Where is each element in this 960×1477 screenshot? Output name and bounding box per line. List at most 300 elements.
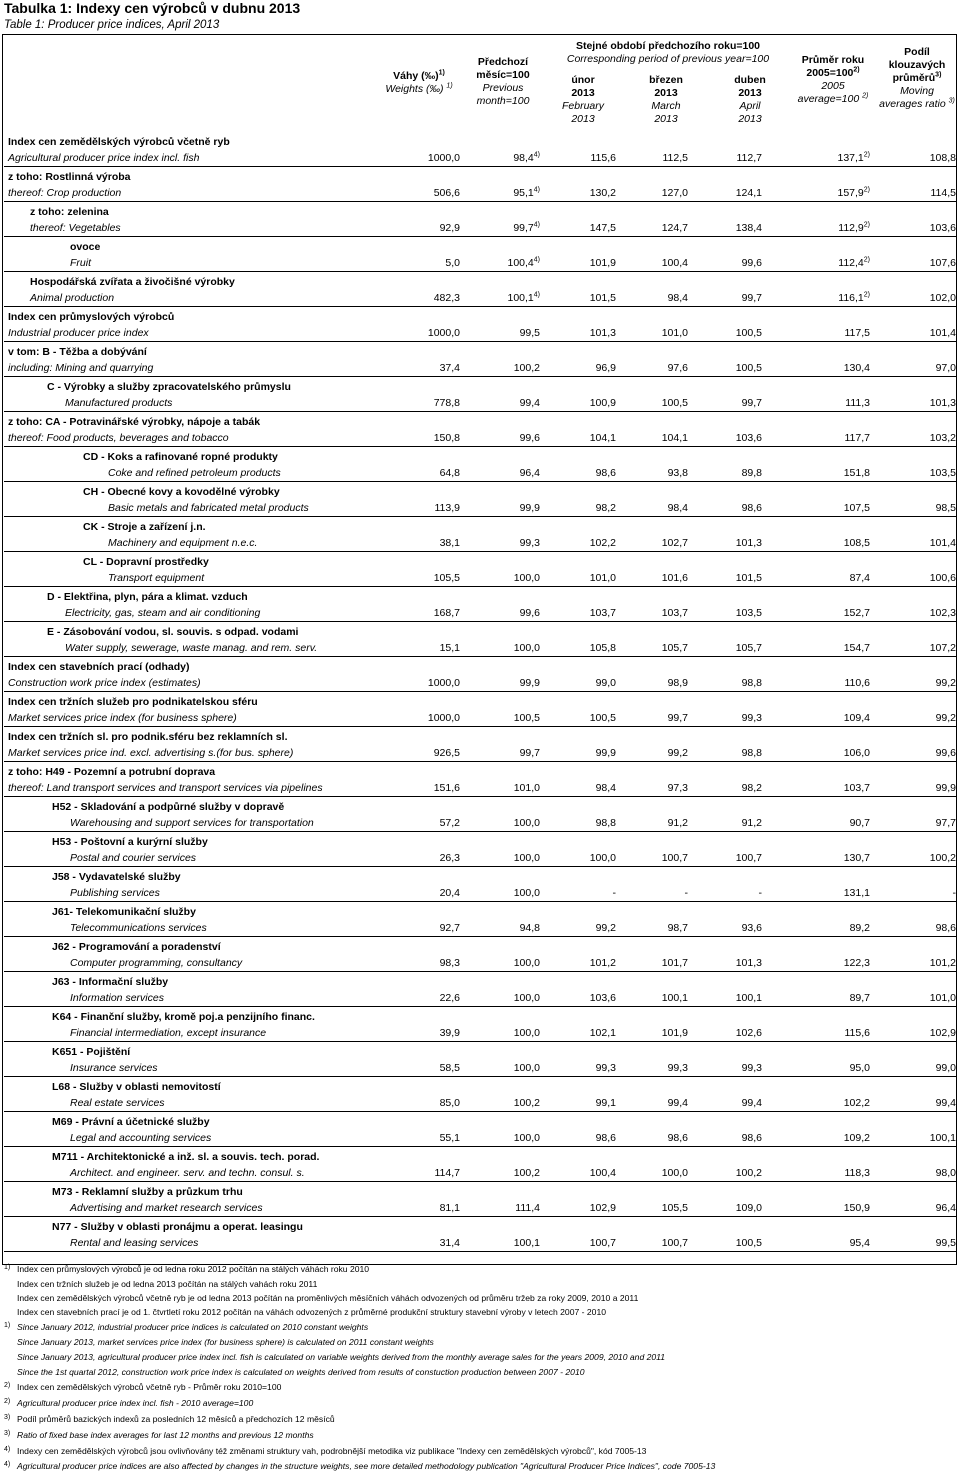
- row-label-en: Industrial producer price index: [8, 327, 149, 339]
- cell-value: 5,0: [445, 257, 460, 269]
- cell-value: 124,7: [661, 222, 688, 234]
- row-label-en: Real estate services: [70, 1097, 165, 1109]
- header-moving-averages: [874, 46, 960, 111]
- cell-april: [700, 1202, 762, 1214]
- header-2005-average: [792, 54, 874, 106]
- cell-value: 91,2: [667, 817, 688, 829]
- cell-value: 100,2: [513, 362, 540, 374]
- row-label-cz: N77 - Služby v oblasti pronájmu a operat. leasingu: [52, 1221, 303, 1233]
- cell-april: [700, 397, 762, 409]
- table-row: [0, 693, 958, 728]
- footnote-text: Since January 2012, industrial producer price indices is calculated on 2010 constant weights: [17, 1322, 369, 1332]
- row-divider: [4, 971, 957, 972]
- cell-value: 105,5: [433, 572, 460, 584]
- cell-april: [700, 957, 762, 969]
- cell-value: 100,0: [513, 1027, 540, 1039]
- header-feb-year: 2013: [571, 87, 595, 99]
- cell-march: [632, 957, 688, 969]
- row-label-cz: H53 - Poštovní a kurýrní služby: [52, 836, 208, 848]
- footnote-text: Agricultural producer price index incl. fish - 2010 average=100: [17, 1398, 254, 1408]
- cell-value: 101,2: [929, 957, 956, 969]
- cell-value: 87,4: [849, 572, 870, 584]
- cell-weight: [400, 1027, 460, 1039]
- cell-value: 98,3: [439, 957, 460, 969]
- cell-march: [632, 1027, 688, 1039]
- cell-moving-avg: [880, 292, 956, 304]
- cell-april: [700, 992, 762, 1004]
- footnote: [0, 1293, 960, 1307]
- header-feb-en: February: [561, 100, 604, 112]
- cell-value: 99,5: [935, 1237, 956, 1249]
- footnote: [0, 1352, 960, 1366]
- row-label-cz: z toho: zelenina: [30, 206, 109, 218]
- cell-value: 98,5: [935, 502, 956, 514]
- cell-value: 26,3: [439, 852, 460, 864]
- cell-april: [700, 467, 762, 479]
- cell-value: 105,8: [589, 642, 616, 654]
- cell-value: 102,1: [589, 1027, 616, 1039]
- table-row: [0, 238, 958, 273]
- cell-value: 92,9: [439, 222, 460, 234]
- cell-weight: [400, 1132, 460, 1144]
- cell-weight: [400, 642, 460, 654]
- cell-value: 103,6: [735, 432, 762, 444]
- cell-february: [560, 222, 616, 234]
- row-divider: [4, 586, 957, 587]
- cell-february: [560, 572, 616, 584]
- cell-value: 114,5: [930, 187, 956, 199]
- cell-value: 168,7: [433, 607, 460, 619]
- cell-february: [560, 817, 616, 829]
- cell-weight: [400, 957, 460, 969]
- row-label-cz: CL - Dopravní prostředky: [83, 556, 209, 568]
- header-avg-en1: 2005: [821, 80, 845, 92]
- cell-moving-avg: [880, 1237, 956, 1249]
- cell-value: 20,4: [439, 887, 460, 899]
- cell-value: 131,1: [843, 887, 870, 899]
- cell-february: [560, 747, 616, 759]
- cell-value: 102,9: [929, 1027, 956, 1039]
- footnote: [0, 1446, 960, 1460]
- cell-value: 100,2: [735, 1167, 762, 1179]
- cell-february: [560, 397, 616, 409]
- row-label-en: thereof: Land transport services and transport services via pipelines: [8, 782, 323, 794]
- cell-moving-avg: [880, 1097, 956, 1109]
- cell-value: 1000,0: [427, 152, 460, 164]
- cell-march: [632, 502, 688, 514]
- cell-april: [700, 747, 762, 759]
- cell-weight: [400, 362, 460, 374]
- row-divider: [4, 341, 957, 342]
- table-row: [0, 203, 958, 238]
- cell-value: 100,1: [507, 292, 534, 304]
- cell-value: 99,7: [741, 292, 762, 304]
- row-label-en: Market services price index (for business sphere): [8, 712, 237, 724]
- cell-moving-avg: [880, 362, 956, 374]
- cell-moving-avg: [880, 1132, 956, 1144]
- row-label-cz: L68 - Služby v oblasti nemovitostí: [52, 1081, 221, 1093]
- cell-weight: [400, 677, 460, 689]
- cell-april: [700, 1237, 762, 1249]
- cell-avg-2005: [786, 1132, 870, 1144]
- row-divider: [4, 201, 957, 202]
- cell-value: 101,3: [589, 327, 616, 339]
- cell-value: 98,8: [741, 747, 762, 759]
- cell-moving-avg: [880, 782, 956, 794]
- cell-value: 100,5: [735, 362, 762, 374]
- cell-value: 99,4: [741, 1097, 762, 1109]
- footnote-text: Ratio of fixed base index averages for last 12 months and previous 12 months: [17, 1430, 314, 1440]
- cell-april: [700, 677, 762, 689]
- header-february: [553, 74, 613, 126]
- cell-february: [560, 467, 616, 479]
- cell-march: [632, 432, 688, 444]
- cell-value: 102,0: [929, 292, 956, 304]
- cell-weight: [400, 432, 460, 444]
- cell-value: 102,2: [843, 1097, 870, 1109]
- footnote-text: Agricultural producer price indices are also affected by changes in the structure weights, see more detailed methodology publication "Agricultural Producer Price Indices", code 7005-13: [17, 1461, 716, 1471]
- cell-value: 100,1: [929, 1132, 956, 1144]
- cell-value: 98,0: [935, 1167, 956, 1179]
- cell-previous-month: [480, 782, 540, 794]
- row-label-en: Publishing services: [70, 887, 160, 899]
- footnote-mark: 1): [438, 69, 445, 77]
- cell-avg-2005: [786, 607, 870, 619]
- cell-value: 99,9: [519, 502, 540, 514]
- cell-value: 99,3: [667, 1062, 688, 1074]
- row-label-cz: Index cen tržních sl. pro podnik.sféru bez reklamních sl.: [8, 731, 288, 743]
- row-divider: [4, 271, 957, 272]
- cell-value: 81,1: [439, 1202, 460, 1214]
- row-label-en: Market services price ind. excl. advertising s.(for bus. sphere): [8, 747, 294, 759]
- row-label-cz: CK - Stroje a zařízení j.n.: [83, 521, 206, 533]
- header-mar-cz: březen: [649, 74, 683, 86]
- footnote: [0, 1337, 960, 1351]
- footnote: [0, 1382, 960, 1396]
- header-prev-cz1: Předchozí: [477, 56, 529, 68]
- cell-value: 103,5: [735, 607, 762, 619]
- cell-value: 100,0: [513, 852, 540, 864]
- row-divider: [4, 1181, 957, 1182]
- cell-weight: [400, 292, 460, 304]
- cell-value: 115,6: [844, 1027, 870, 1039]
- cell-avg-2005: [786, 397, 870, 409]
- row-divider: [4, 1111, 957, 1112]
- row-label-cz: Hospodářská zvířata a živočišné výrobky: [30, 276, 235, 288]
- row-label-cz: v tom: B - Těžba a dobývání: [8, 346, 147, 358]
- cell-weight: [400, 782, 460, 794]
- row-divider: [4, 831, 957, 832]
- cell-value: 778,8: [433, 397, 460, 409]
- cell-value: 103,7: [661, 607, 688, 619]
- header-mar-en: March: [651, 100, 681, 112]
- table-row: [0, 133, 958, 168]
- cell-value: 115,6: [590, 152, 616, 164]
- cell-moving-avg: [880, 642, 956, 654]
- cell-value: 99,3: [741, 712, 762, 724]
- cell-previous-month: [480, 1132, 540, 1144]
- cell-march: [632, 887, 688, 899]
- table-row: [0, 1078, 958, 1113]
- cell-value: 98,6: [935, 922, 956, 934]
- cell-avg-2005: [786, 362, 870, 374]
- table-row: [0, 413, 958, 448]
- cell-value: 130,7: [843, 852, 870, 864]
- cell-value: 100,6: [929, 572, 956, 584]
- cell-february: [560, 782, 616, 794]
- cell-value: 99,2: [935, 677, 956, 689]
- row-label-cz: CH - Obecné kovy a kovodělné výrobky: [83, 486, 280, 498]
- footnote: [0, 1398, 960, 1412]
- cell-april: [700, 1062, 762, 1074]
- cell-value: 103,6: [589, 992, 616, 1004]
- footnote: [0, 1367, 960, 1381]
- cell-avg-2005: [786, 887, 870, 899]
- header-march: [636, 74, 696, 126]
- table-row: [0, 1148, 958, 1183]
- cell-march: [632, 1202, 688, 1214]
- cell-previous-month: [480, 1062, 540, 1074]
- cell-value: 101,4: [929, 327, 956, 339]
- cell-avg-2005: [786, 1027, 870, 1039]
- footnote-mark: 2): [863, 256, 870, 264]
- row-label-en: including: Mining and quarrying: [8, 362, 154, 374]
- cell-value: 151,6: [433, 782, 460, 794]
- cell-value: 98,2: [741, 782, 762, 794]
- row-label-cz: J61- Telekomunikační služby: [52, 906, 196, 918]
- cell-value: 93,6: [741, 922, 762, 934]
- cell-february: [560, 712, 616, 724]
- cell-value: 99,4: [519, 397, 540, 409]
- cell-value: 112,4: [838, 257, 864, 269]
- cell-value: 99,4: [667, 1097, 688, 1109]
- row-label-cz: M69 - Právní a účetnické služby: [52, 1116, 210, 1128]
- cell-moving-avg: [880, 222, 956, 234]
- cell-value: 15,1: [439, 642, 460, 654]
- cell-previous-month: [480, 747, 540, 759]
- cell-february: [560, 887, 616, 899]
- cell-previous-month: [480, 152, 540, 164]
- cell-march: [632, 1237, 688, 1249]
- cell-march: [632, 1167, 688, 1179]
- cell-april: [700, 782, 762, 794]
- cell-value: 101,2: [589, 957, 616, 969]
- cell-previous-month: [480, 432, 540, 444]
- cell-value: 100,2: [513, 1167, 540, 1179]
- row-label-cz: H52 - Skladování a podpůrné služby v dopravě: [52, 801, 285, 813]
- cell-value: 103,5: [929, 467, 956, 479]
- cell-april: [700, 292, 762, 304]
- cell-february: [560, 1062, 616, 1074]
- cell-february: [560, 852, 616, 864]
- cell-avg-2005: [786, 537, 870, 549]
- cell-value: 101,3: [929, 397, 956, 409]
- cell-value: 93,8: [667, 467, 688, 479]
- row-divider: [4, 691, 957, 692]
- cell-value: 100,0: [661, 1167, 688, 1179]
- row-label-en: Financial intermediation, except insurance: [70, 1027, 267, 1039]
- cell-value: 98,4: [667, 292, 688, 304]
- cell-february: [560, 1167, 616, 1179]
- cell-value: 101,0: [589, 572, 616, 584]
- footnote-mark: 2): [863, 291, 870, 299]
- row-divider: [4, 1041, 957, 1042]
- cell-value: 100,2: [929, 852, 956, 864]
- cell-avg-2005: [786, 432, 870, 444]
- cell-april: [700, 607, 762, 619]
- cell-value: 113,9: [434, 502, 460, 514]
- table-row: [0, 1113, 958, 1148]
- footnote-mark: 4): [533, 221, 540, 229]
- cell-value: 154,7: [843, 642, 870, 654]
- cell-weight: [400, 887, 460, 899]
- cell-value: 37,4: [439, 362, 460, 374]
- row-label-en: Manufactured products: [65, 397, 173, 409]
- cell-march: [632, 642, 688, 654]
- cell-value: 38,1: [439, 537, 460, 549]
- row-divider: [4, 166, 957, 167]
- cell-moving-avg: [880, 607, 956, 619]
- cell-moving-avg: [880, 677, 956, 689]
- cell-value: 97,0: [935, 362, 956, 374]
- cell-avg-2005: [786, 1097, 870, 1109]
- header-same-cz: Stejné období předchozího roku=100: [575, 40, 761, 52]
- cell-value: 100,7: [661, 1237, 688, 1249]
- cell-value: 101,5: [735, 572, 762, 584]
- cell-february: [560, 257, 616, 269]
- cell-previous-month: [480, 1237, 540, 1249]
- cell-value: 90,7: [849, 817, 870, 829]
- cell-april: [700, 817, 762, 829]
- cell-march: [632, 537, 688, 549]
- row-divider: [4, 726, 957, 727]
- cell-march: [632, 292, 688, 304]
- cell-value: 102,6: [735, 1027, 762, 1039]
- cell-avg-2005: [786, 187, 870, 199]
- table-row: [0, 728, 958, 763]
- cell-value: 100,0: [513, 817, 540, 829]
- cell-value: 99,9: [519, 677, 540, 689]
- row-label-cz: K64 - Finanční služby, kromě poj.a penzijního financ.: [52, 1011, 315, 1023]
- footnote-mark: 1): [446, 82, 453, 90]
- cell-value: 138,4: [735, 222, 762, 234]
- cell-february: [560, 957, 616, 969]
- row-label-cz: Index cen průmyslových výrobců: [8, 311, 175, 323]
- cell-weight: [400, 222, 460, 234]
- header-mar-en-year: 2013: [654, 113, 678, 125]
- cell-march: [632, 782, 688, 794]
- cell-weight: [400, 817, 460, 829]
- cell-moving-avg: [880, 432, 956, 444]
- row-label-cz: Index cen tržních služeb pro podnikatelskou sféru: [8, 696, 258, 708]
- cell-value: 117,7: [844, 432, 870, 444]
- cell-previous-month: [480, 1202, 540, 1214]
- cell-value: 99,7: [741, 397, 762, 409]
- cell-weight: [400, 1062, 460, 1074]
- cell-value: 98,8: [741, 677, 762, 689]
- row-divider: [4, 1251, 957, 1252]
- cell-value: 101,5: [589, 292, 616, 304]
- row-label-cz: M73 - Reklamní služby a průzkum trhu: [52, 1186, 243, 1198]
- cell-value: 102,2: [589, 537, 616, 549]
- cell-value: 100,1: [661, 992, 688, 1004]
- cell-avg-2005: [786, 782, 870, 794]
- row-label-en: Construction work price index (estimates): [8, 677, 201, 689]
- cell-february: [560, 187, 616, 199]
- cell-value: 111,4: [515, 1202, 540, 1214]
- cell-value: 101,4: [929, 537, 956, 549]
- cell-moving-avg: [880, 992, 956, 1004]
- cell-moving-avg: [880, 957, 956, 969]
- cell-value: 103,7: [589, 607, 616, 619]
- cell-moving-avg: [880, 187, 956, 199]
- footnote-text: Since the 1st quartal 2012, construction work price index is calculated on weights derived from results of constuction production between 2007 - 2010: [17, 1367, 585, 1377]
- cell-weight: [400, 187, 460, 199]
- cell-weight: [400, 1237, 460, 1249]
- cell-february: [560, 677, 616, 689]
- footnote-text: Index cen tržních služeb je od ledna 2013 počítán na stálých vahách roku 2011: [17, 1279, 318, 1289]
- cell-value: 99,6: [935, 747, 956, 759]
- cell-value: 99,7: [513, 222, 534, 234]
- cell-value: 111,3: [845, 397, 870, 409]
- table-row: [0, 973, 958, 1008]
- cell-weight: [400, 152, 460, 164]
- row-label-en: thereof: Crop production: [8, 187, 122, 199]
- cell-moving-avg: [880, 257, 956, 269]
- cell-value: 99,3: [595, 1062, 616, 1074]
- cell-moving-avg: [880, 1202, 956, 1214]
- cell-value: 102,7: [661, 537, 688, 549]
- row-label-cz: z toho: Rostlinná výroba: [8, 171, 131, 183]
- cell-value: 31,4: [439, 1237, 460, 1249]
- cell-moving-avg: [880, 922, 956, 934]
- header-mov-cz1: Podíl: [904, 46, 930, 58]
- cell-weight: [400, 502, 460, 514]
- footnote-text: Index cen zemědělských výrobců včetně ryb - Průměr roku 2010=100: [17, 1382, 282, 1392]
- cell-value: 98,2: [595, 502, 616, 514]
- cell-value: 100,5: [661, 397, 688, 409]
- cell-previous-month: [480, 467, 540, 479]
- cell-value: 151,8: [843, 467, 870, 479]
- cell-avg-2005: [786, 572, 870, 584]
- cell-value: 99,3: [741, 1062, 762, 1074]
- cell-value: 100,7: [735, 852, 762, 864]
- cell-avg-2005: [786, 817, 870, 829]
- cell-april: [700, 502, 762, 514]
- cell-previous-month: [480, 817, 540, 829]
- table-row: [0, 1183, 958, 1218]
- cell-avg-2005: [786, 1237, 870, 1249]
- cell-previous-month: [480, 712, 540, 724]
- cell-value: 92,7: [439, 922, 460, 934]
- cell-march: [632, 362, 688, 374]
- cell-value: 98,4: [667, 502, 688, 514]
- cell-value: 105,7: [661, 642, 688, 654]
- cell-value: 101,0: [661, 327, 688, 339]
- cell-previous-month: [480, 1027, 540, 1039]
- footnote-text: Podíl průměrů bazických indexů za posledních 12 měsíců a předchozích 12 měsíců: [17, 1414, 335, 1424]
- cell-value: 100,0: [513, 1062, 540, 1074]
- cell-april: [700, 187, 762, 199]
- cell-value: 101,9: [589, 257, 616, 269]
- header-feb-en-year: 2013: [571, 113, 595, 125]
- footnote: [0, 1414, 960, 1428]
- cell-value: 100,7: [661, 852, 688, 864]
- cell-february: [560, 1202, 616, 1214]
- row-label-cz: CD - Koks a rafinované ropné produkty: [83, 451, 278, 463]
- row-divider: [4, 376, 957, 377]
- cell-previous-month: [480, 362, 540, 374]
